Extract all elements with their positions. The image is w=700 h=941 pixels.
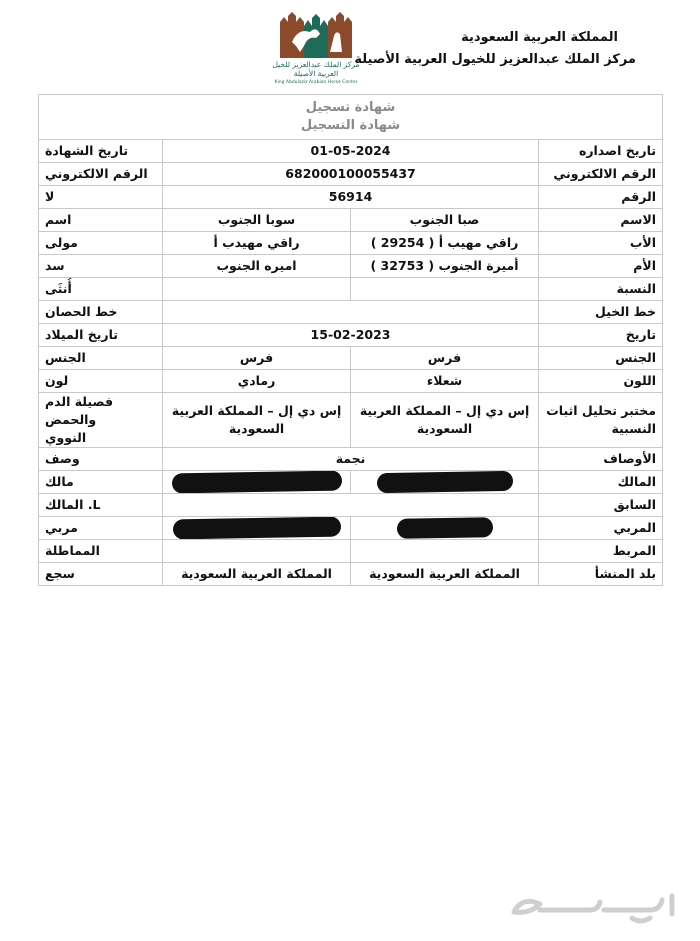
markings-label: الأوصاف xyxy=(539,448,663,471)
color-label: اللون xyxy=(539,370,663,393)
lab-label-alt-line-1: فصيلة الدم والحمض xyxy=(45,394,113,427)
lineage-value-alt xyxy=(163,278,351,301)
number-value: 56914 xyxy=(163,186,539,209)
lab-value-line-2: السعودية xyxy=(416,421,473,436)
strain-value xyxy=(163,301,539,324)
previous-owner-value xyxy=(163,494,539,517)
lab-value-alt xyxy=(163,393,351,448)
electronic-number-label: الرقم الالكتروني xyxy=(539,163,663,186)
owner-label-alt: مالك xyxy=(39,471,163,494)
sex-row xyxy=(39,347,663,370)
watermark-text: حراج xyxy=(595,926,598,927)
strain-label-alt: خط الحصان xyxy=(39,301,163,324)
certificate-title xyxy=(39,95,663,140)
lab-value-alt-line-1: إس دي إل – المملكة العربية xyxy=(171,403,342,418)
certificate-title-secondary: شهادة التسجيل xyxy=(300,118,401,133)
registration-certificate-table xyxy=(38,94,663,586)
certificate-date-label: تاريخ الشهادة xyxy=(39,140,163,163)
mother-label-alt: سد xyxy=(39,255,163,278)
lab-label-alt xyxy=(39,393,163,448)
lineage-value xyxy=(351,278,539,301)
lab-label-line-2: النسبية xyxy=(611,421,657,436)
father-label: الأب xyxy=(539,232,663,255)
lab-label-line-1: مختبر تحليل اثبات xyxy=(546,403,657,418)
previous-owner-label-alt: L. المالك xyxy=(39,494,163,517)
name-row xyxy=(39,209,663,232)
lineage-label-alt: أُنثَى xyxy=(39,278,163,301)
redaction-mark xyxy=(396,517,492,539)
redaction-mark xyxy=(172,517,340,540)
breeder-label: المربي xyxy=(539,517,663,540)
logo-text-arabic: مركز الملك عبدالعزيز للخيل العربية الأصيلة xyxy=(272,60,360,78)
owner-row xyxy=(39,471,663,494)
title-row xyxy=(39,95,663,140)
birth-date-value: 15-02-2023 xyxy=(163,324,539,347)
origin-label: بلد المنشأ xyxy=(539,563,663,586)
sex-value: فرس xyxy=(351,347,539,370)
issue-date-row xyxy=(39,140,663,163)
name-label-alt: اسم xyxy=(39,209,163,232)
issue-date-value: 01-05-2024 xyxy=(163,140,539,163)
lab-value xyxy=(351,393,539,448)
sex-label-alt: الجنس xyxy=(39,347,163,370)
lab-label-alt-line-2: النووي xyxy=(45,430,87,445)
lab-row xyxy=(39,393,663,448)
color-row xyxy=(39,370,663,393)
markings-row xyxy=(39,448,663,471)
name-label: الاسم xyxy=(539,209,663,232)
lab-label xyxy=(539,393,663,448)
previous-owner-row xyxy=(39,494,663,517)
electronic-number-label-alt: الرقم الالكتروني xyxy=(39,163,163,186)
breeder-value xyxy=(351,517,539,540)
color-value-alt: رمادي xyxy=(163,370,351,393)
certificate-header xyxy=(0,0,700,95)
sex-label: الجنس xyxy=(539,347,663,370)
name-value: صبا الجنوب xyxy=(351,209,539,232)
birth-date-label-alt: تاريخ الميلاد xyxy=(39,324,163,347)
previous-owner-label: السابق xyxy=(539,494,663,517)
origin-row xyxy=(39,563,663,586)
owner-value-alt xyxy=(163,471,351,494)
stable-label-alt: المماطلة xyxy=(39,540,163,563)
certificate-title-primary: شهادة تسجيل xyxy=(305,100,396,115)
electronic-number-row xyxy=(39,163,663,186)
birth-date-label: تاريخ xyxy=(539,324,663,347)
breeder-label-alt: مربي xyxy=(39,517,163,540)
logo-text-english: King Abdulaziz Arabian Horse Center xyxy=(274,80,358,85)
sex-value-alt: فرس xyxy=(163,347,351,370)
government-title: المملكة العربية السعودية xyxy=(461,30,618,45)
color-value: شعلاء xyxy=(351,370,539,393)
electronic-number-value: 682000100055437 xyxy=(163,163,539,186)
stable-row xyxy=(39,540,663,563)
markings-value: نجمة xyxy=(163,448,539,471)
mother-label: الأم xyxy=(539,255,663,278)
lineage-label: النسبة xyxy=(539,278,663,301)
number-row xyxy=(39,186,663,209)
strain-label: خط الخيل xyxy=(539,301,663,324)
mother-value-alt: اميره الجنوب xyxy=(163,255,351,278)
breeder-row xyxy=(39,517,663,540)
breeder-value-alt xyxy=(163,517,351,540)
owner-label: المالك xyxy=(539,471,663,494)
number-label: الرقم xyxy=(539,186,663,209)
number-label-alt: لا xyxy=(39,186,163,209)
haraj-logo-icon xyxy=(500,888,690,928)
origin-label-alt: سجع xyxy=(39,563,163,586)
father-value-alt: راقي مهيدب أ xyxy=(163,232,351,255)
castle-horse-emblem-icon xyxy=(270,12,362,60)
mother-value: أميرة الجنوب ( 32753 ) xyxy=(351,255,539,278)
lab-value-line-1: إس دي إل – المملكة العربية xyxy=(359,403,530,418)
stable-label: المربط xyxy=(539,540,663,563)
origin-value: المملكة العربية السعودية xyxy=(351,563,539,586)
stable-value xyxy=(351,540,539,563)
center-title: مركز الملك عبدالعزيز للخيول العربية الأصيلة xyxy=(354,52,636,67)
haraj-watermark xyxy=(500,888,690,928)
lab-value-alt-line-2: السعودية xyxy=(228,421,285,436)
father-row xyxy=(39,232,663,255)
owner-value xyxy=(351,471,539,494)
father-label-alt: مولى xyxy=(39,232,163,255)
issue-date-label: تاريخ اصداره xyxy=(539,140,663,163)
redaction-mark xyxy=(376,471,512,493)
stable-value-alt xyxy=(163,540,351,563)
strain-row xyxy=(39,301,663,324)
center-logo xyxy=(270,12,362,90)
redaction-mark xyxy=(171,471,341,494)
name-value-alt: سوبا الجنوب xyxy=(163,209,351,232)
mother-row xyxy=(39,255,663,278)
color-label-alt: لون xyxy=(39,370,163,393)
father-value: راقي مهيب أ ( 29254 ) xyxy=(351,232,539,255)
markings-label-alt: وصف xyxy=(39,448,163,471)
origin-value-alt: المملكة العربية السعودية xyxy=(163,563,351,586)
lineage-row xyxy=(39,278,663,301)
birth-date-row xyxy=(39,324,663,347)
